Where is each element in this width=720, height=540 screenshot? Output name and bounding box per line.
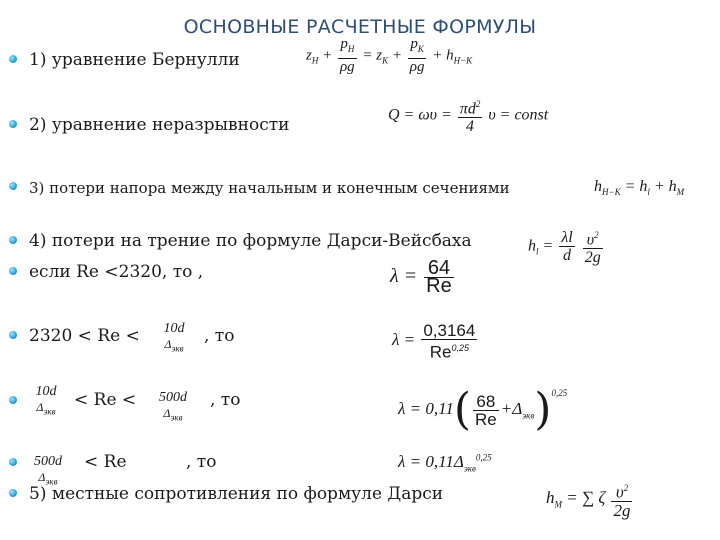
five-hundred-d-text: 500d (159, 390, 187, 405)
five-hundred-d-text: 500d (34, 454, 62, 469)
bullet-8 (9, 458, 17, 466)
formula-bernoulli: $z_Н$ + $\frac{p_Н}{\rho g}$ = $z_К$ + $\frac{p_К}{\rho g}$ + $h_{Н-К}$ (306, 36, 473, 75)
bullet-9 (9, 489, 17, 497)
ineq-ten-d-1 (152, 321, 196, 355)
bullet-4 (9, 236, 17, 244)
bullet-6 (9, 331, 17, 339)
ineq-ten-d-2 (26, 384, 66, 418)
item-local-loss-label: 5) местные сопротивления по формуле Дарси (29, 484, 444, 504)
item-friction-loss-label: 4) потери на трение по формуле Дарси-Вейсбаха (29, 231, 472, 251)
bullet-5 (9, 267, 17, 275)
formula-continuity: Q = ωυ = $\frac{\pi d^2}{4}$ υ = const (388, 96, 548, 135)
formula-laminar: λ = $\frac{64}{Re}$ (390, 257, 452, 297)
item-rough-mid: < Re < (74, 390, 137, 410)
item-quadratic-right: , то (186, 452, 217, 472)
item-continuity-label: 2) уравнение неразрывности (29, 115, 290, 135)
delta-ekv-text: $\Delta_{экв}$ (38, 470, 58, 487)
delta-ekv-text: $\Delta_{экв}$ (163, 406, 183, 423)
formula-darcy-weisbach: $h_l$ = $\frac{\lambda l}{d}$ $\frac{\upsilon^2}{2g}$ (528, 227, 605, 266)
delta-ekv-text: $\Delta_{экв}$ (164, 337, 184, 354)
item-bernoulli-label: 1) уравнение Бернулли (29, 50, 240, 70)
formula-shifrinson: $\lambda = 0,11\Delta_{экв}^{0,25}$ (398, 452, 492, 474)
formula-altshul: λ = 0,11( $\frac{68}{Re}$ $+\Delta_{экв})^{0,25}$ (398, 384, 568, 435)
ineq-500d-1 (150, 390, 196, 424)
bullet-7 (9, 396, 17, 404)
item-quadratic-mid: < Re (84, 452, 127, 472)
bullet-2 (9, 120, 17, 128)
item-rough-right: , то (210, 390, 241, 410)
ten-d-text: 10d (35, 384, 57, 399)
item-laminar-condition: если Re <2320, то , (29, 262, 204, 282)
formula-head-loss: $h_{Н-К} = h_l + h_М$ (594, 178, 685, 198)
item-transition-right: , то (204, 326, 235, 346)
delta-ekv-text: $\Delta_{экв}$ (36, 400, 56, 417)
bullet-3 (9, 182, 17, 190)
item-head-loss-label: 3) потери напора между начальным и конечным сечениями (29, 179, 510, 197)
formula-local-loss: $h_М$ = ∑ ζ $\frac{\upsilon^2}{2g}$ (546, 480, 634, 519)
formula-blasius: λ = $\frac{0,3164}{Re^{0,25}}$ (392, 321, 476, 362)
ten-d-text: 10d (163, 321, 185, 336)
item-transition-left: 2320 < Re < (29, 326, 140, 346)
slide-title: ОСНОВНЫЕ РАСЧЕТНЫЕ ФОРМУЛЫ (183, 16, 537, 38)
bullet-1 (9, 55, 17, 63)
